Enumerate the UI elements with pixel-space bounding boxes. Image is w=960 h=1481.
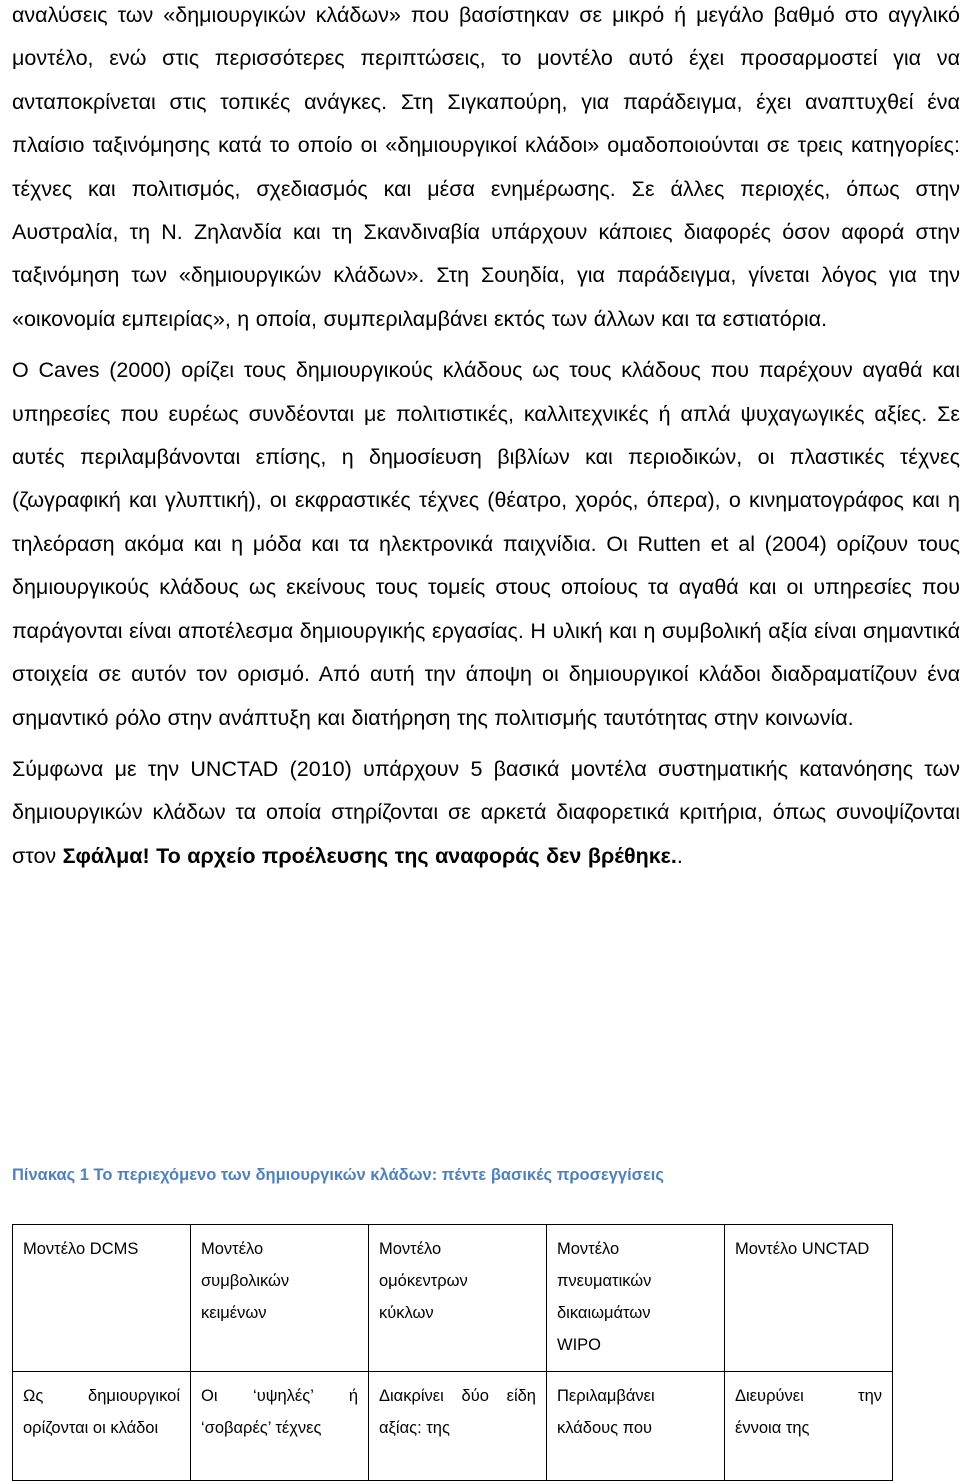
table-header-cell: Μοντέλο πνευματικών δικαιωμάτων WIPO (547, 1225, 725, 1372)
table-cell: Ως δημιουργικοί ορίζονται οι κλάδοι (13, 1372, 191, 1481)
paragraph-3-tail: . (676, 843, 683, 868)
paragraph-3 (12, 748, 960, 878)
paragraph-2: Ο Caves (2000) ορίζει τους δημιουργικούς κλάδους ως τους κλάδους που παρέχουν αγαθά και υπηρεσίες που ευρέως συνδέονται με πολιτιστικές, καλλιτεχνικές ή απλά ψυχαγωγικές αξίες. Σε αυτές περιλαμβάνονται επίσης, η δημοσίευση βιβλίων και περιοδικών, οι πλαστικές τέχνες (ζωγραφική και γλυπτική), οι εκφραστικές τέχνες (θέατρο, χορός, όπερα), ο κινηματογράφος και η τηλεόραση ακόμα και η μόδα και τα ηλεκτρονικά παιχνίδια. Οι Rutten et al (2004) ορίζουν τους δημιουργικούς κλάδους ως εκείνους τους τομείς στους οποίους τα αγαθά και οι υπηρεσίες που παράγονται είναι αποτέλεσμα δημιουργικής εργασίας. Η υλική και η συμβολική αξία είναι σημαντικά στοιχεία σε αυτόν τον ορισμό. Από αυτή την άποψη οι δημιουργικοί κλάδοι διαδραματίζουν ένα σημαντικό ρόλο στην ανάπτυξη και διατήρηση της πολιτισμής ταυτότητας στην κοινωνία. (12, 358, 960, 730)
paragraph-1: αναλύσεις των «δημιουργικών κλάδων» που βασίστηκαν σε μικρό ή μεγάλο βαθμό στο αγγλικό μοντέλο, ενώ στις περισσότερες περιπτώσεις, το μοντέλο αυτό έχει προσαρμοστεί για να ανταποκρίνεται στις τοπικές ανάγκες. Στη Σιγκαπούρη, για παράδειγμα, έχει αναπτυχθεί ένα πλαίσιο ταξινόμησης κατά το οποίο οι «δημιουργικοί κλάδοι» ομαδοποιούνται σε τρεις κατηγορίες: τέχνες και πολιτισμός, σχεδιασμός και μέσα ενημέρωσης. Σε άλλες περιοχές, όπως στην Αυστραλία, τη Ν. Ζηλανδία και τη Σκανδιναβία υπάρχουν κάποιες διαφορές όσον αφορά στην ταξινόμηση των «δημιουργικών κλάδων». Στη Σουηδία, για παράδειγμα, γίνεται λόγος για την «οικονομία εμπειρίας», η οποία, συμπεριλαμβάνει εκτός των άλλων και τα εστιατόρια. (12, 3, 960, 331)
models-table (12, 1224, 893, 1481)
table-cell: Περιλαμβάνει κλάδους που (547, 1372, 725, 1481)
table-header-cell: Μοντέλο συμβολικών κειμένων (191, 1225, 369, 1372)
paragraph-3-text: Σύμφωνα με την UNCTAD (2010) υπάρχουν 5 βασικά μοντέλα συστηματικής κατανόησης των δημιουργικών κλάδων τα οποία στηρίζονται σε αρκετά διαφορετικά κριτήρια, όπως συνοψίζονται στον (12, 756, 960, 868)
table-cell: Διακρίνει δύο είδη αξίας: της (369, 1372, 547, 1481)
table-header-cell: Μοντέλο UNCTAD (725, 1225, 893, 1372)
table-caption: Πίνακας 1 Το περιεχόμενο των δημιουργικών κλάδων: πέντε βασικές προσεγγίσεις (12, 1166, 664, 1184)
table-header-row (13, 1225, 893, 1372)
table-header-cell: Μοντέλο DCMS (13, 1225, 191, 1372)
table-cell: Οι ‘υψηλές’ ή ‘σοβαρές’ τέχνες (191, 1372, 369, 1481)
reference-error[interactable]: Σφάλμα! Το αρχείο προέλευσης της αναφοράς δεν βρέθηκε. (62, 843, 677, 868)
table-cell: Διευρύνει την έννοια της (725, 1372, 893, 1481)
document-page (12, 0, 960, 1437)
table-row (13, 1372, 893, 1481)
table-header-cell: Μοντέλο ομόκεντρων κύκλων (369, 1225, 547, 1372)
